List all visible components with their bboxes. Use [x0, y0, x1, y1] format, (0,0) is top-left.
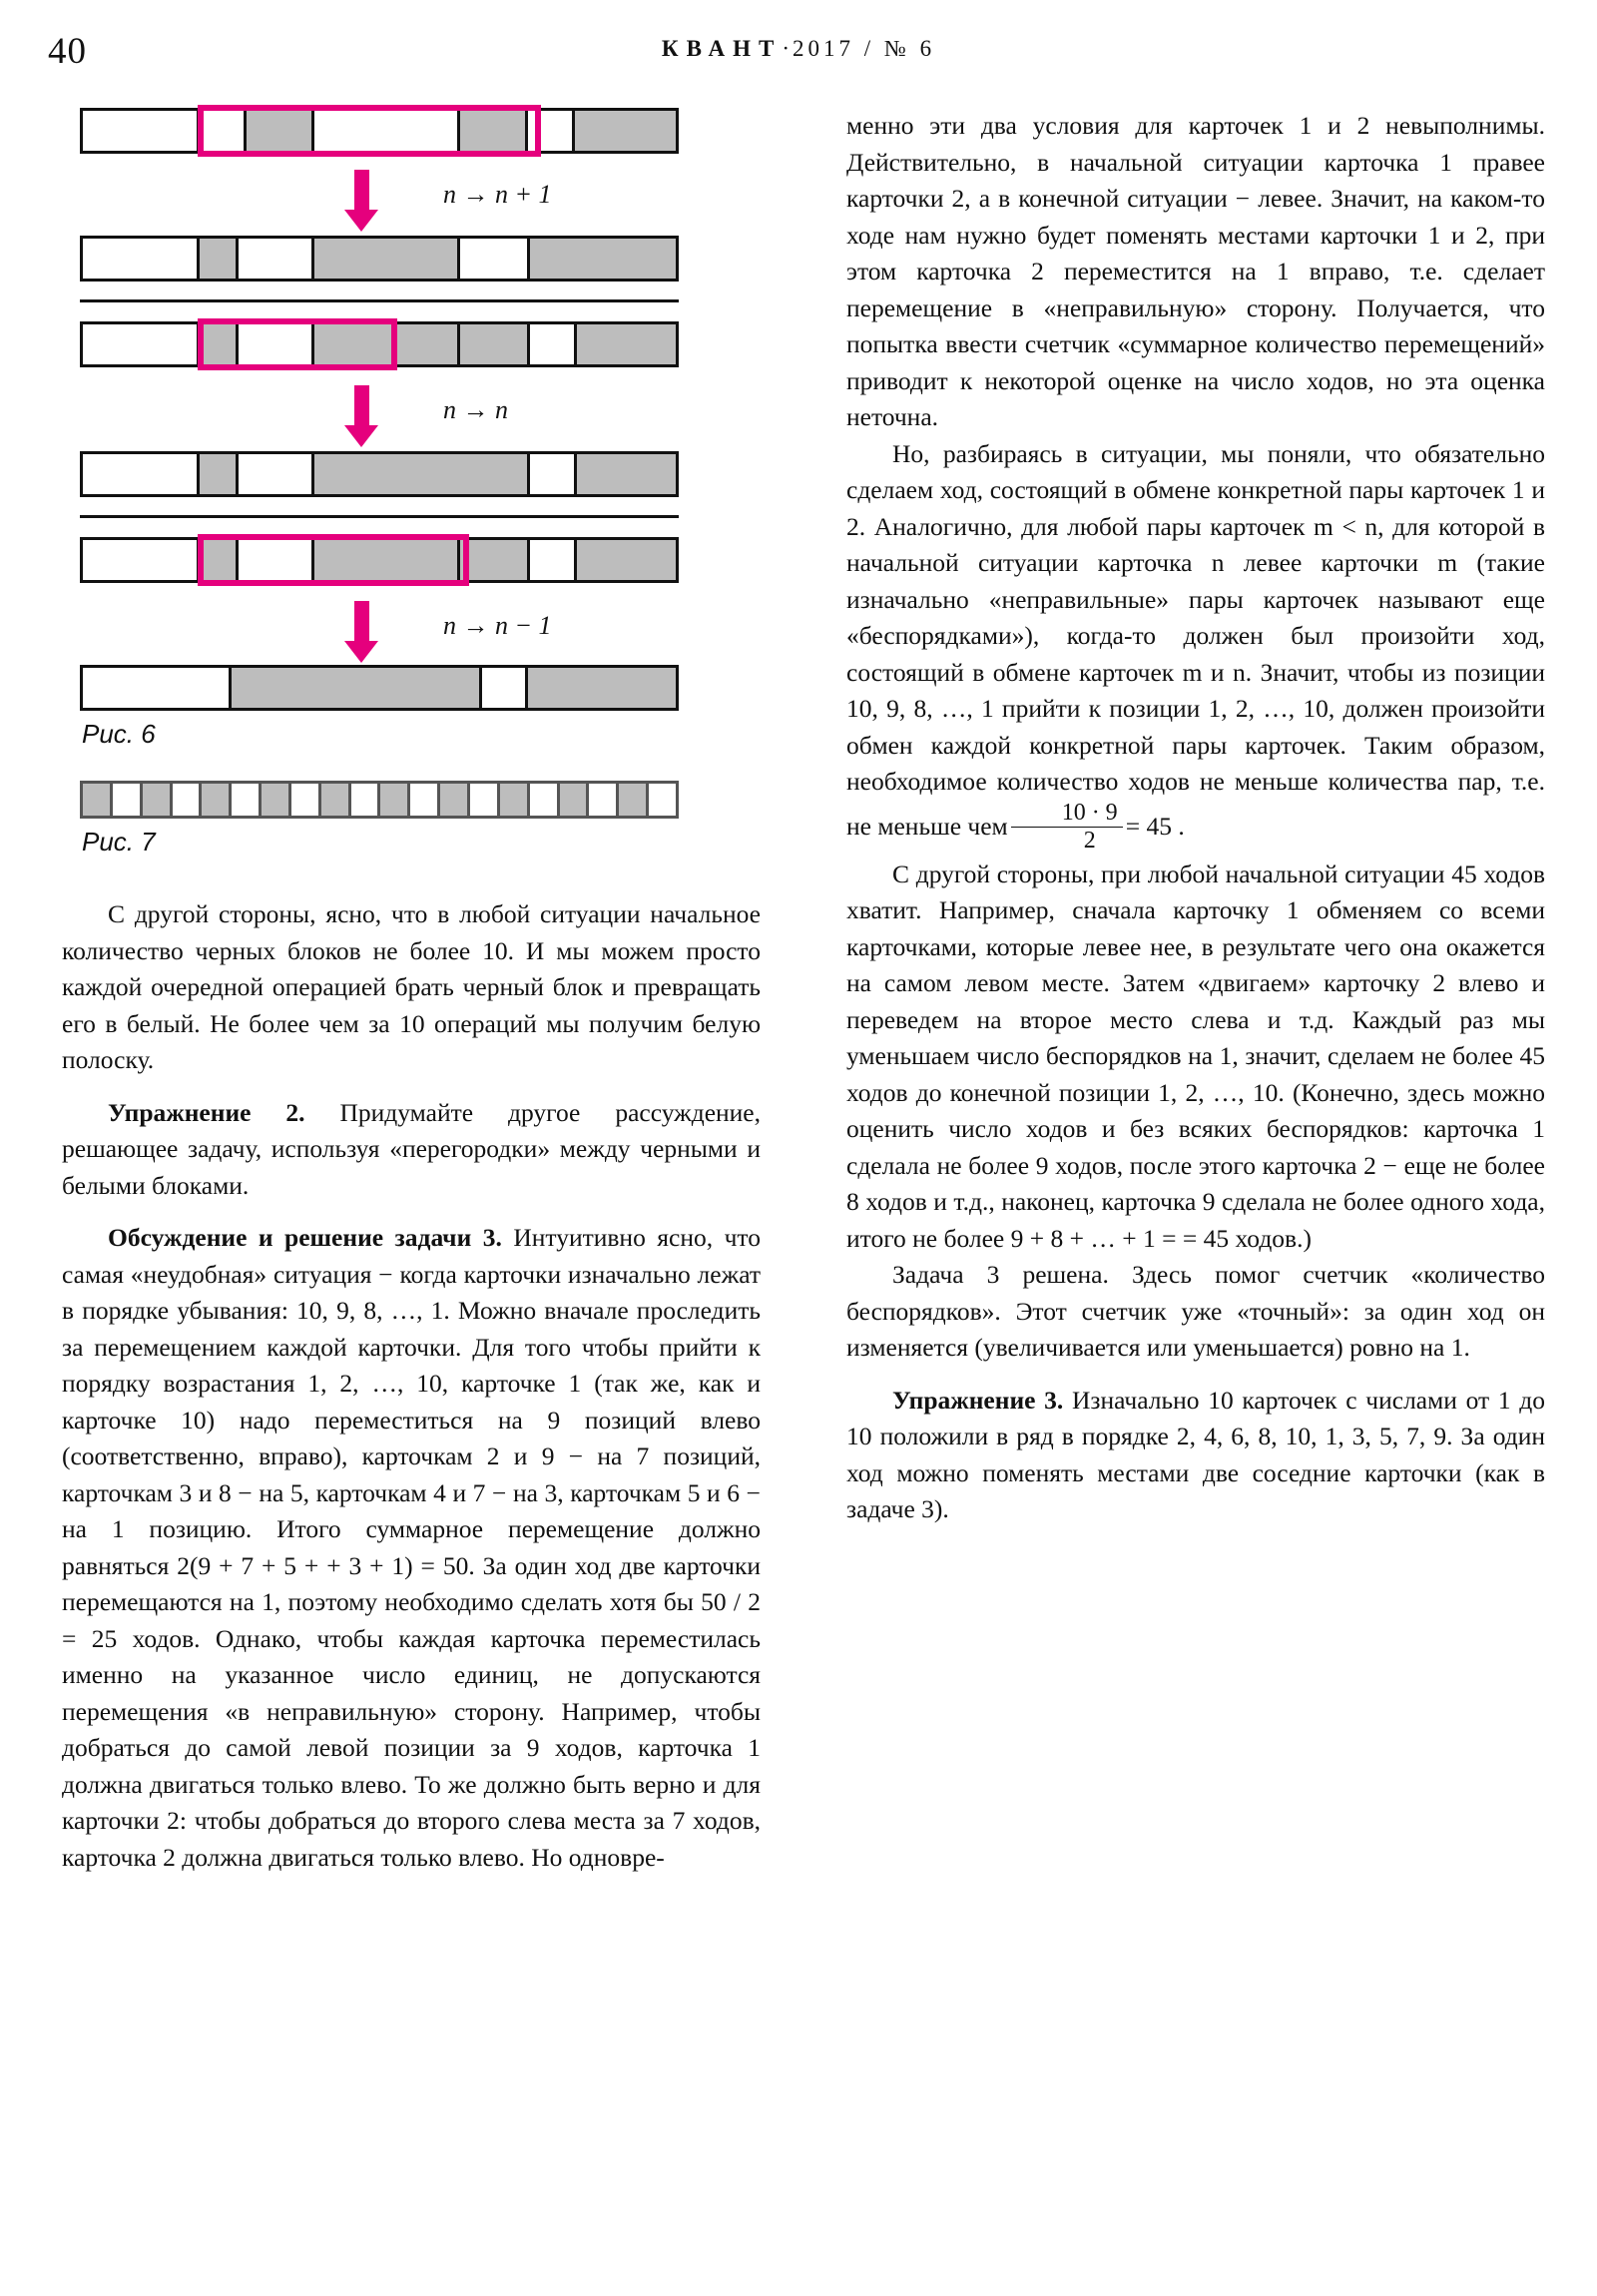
strip-cell	[530, 454, 578, 494]
figure-7-cell	[291, 784, 321, 816]
strip-cell	[528, 111, 576, 151]
figure-7-cell	[470, 784, 500, 816]
strip-cell	[460, 111, 527, 151]
figure-7-strip	[80, 781, 679, 819]
strip-cell	[83, 454, 200, 494]
strip-cell	[577, 324, 676, 364]
exercise-3-text: Изначально 10 карточек с числами от 1 до 10 положили в ряд в порядке 2, 4, 6, 8, 10, 1, 3, 5, 7, 9. За один ход можно поменять местами две соседние карточки (как в задаче 3).	[846, 1385, 1546, 1524]
figure-6-strip-5	[80, 537, 679, 583]
strip-cell	[530, 239, 676, 279]
figure-6-divider-2	[80, 515, 679, 518]
strip-cell	[200, 239, 240, 279]
left-column	[62, 108, 761, 1876]
strip-cell	[239, 454, 313, 494]
strip-cell	[247, 111, 313, 151]
discussion-3-runin: Обсуждение и решение задачи 3.	[108, 1223, 502, 1252]
figure-7-caption: Рис. 7	[82, 827, 156, 857]
issue-label: 2017 / № 6	[793, 36, 936, 61]
figure-7-cell	[649, 784, 676, 816]
transition-arrow-2	[354, 385, 369, 427]
figure-7-cell	[232, 784, 262, 816]
paragraph-discussion-task-3	[62, 1220, 761, 1876]
strip-cell	[83, 239, 200, 279]
map-label-3: n → n − 1	[443, 611, 552, 640]
figure-7-cell	[440, 784, 470, 816]
page-number: 40	[48, 31, 87, 72]
strip-cell	[577, 454, 676, 494]
disorders-text-after: = 45 .	[1125, 811, 1185, 841]
fraction-numerator: 10 · 9	[1061, 799, 1118, 826]
strip-cell	[83, 540, 200, 580]
strip-cell	[83, 324, 200, 364]
exercise-2-text: Придумайте другое рассуждение, решающее задачу, используя «перегородки» между черными и белыми блоками.	[62, 1097, 761, 1200]
strip-cell	[83, 111, 200, 151]
map-label-1: n → n + 1	[443, 180, 552, 209]
journal-name: КВАНТ	[661, 36, 783, 61]
strip-cell	[575, 111, 676, 151]
strip-cell	[528, 668, 676, 708]
strip-cell	[239, 324, 313, 364]
exercise-2-runin: Упражнение 2.	[108, 1097, 305, 1127]
strip-cell	[314, 324, 461, 364]
strip-cell	[232, 668, 482, 708]
figure-7-cell	[619, 784, 649, 816]
figure-6-divider-1	[80, 299, 679, 302]
paragraph-exercise-3	[846, 1383, 1545, 1528]
strip-cell	[460, 324, 529, 364]
figure-6-strip-3	[80, 321, 679, 367]
strip-cell	[200, 324, 240, 364]
figure-6-strip-2	[80, 236, 679, 282]
strip-cell	[314, 540, 461, 580]
paragraph-other-side: С другой стороны, ясно, что в любой ситуации начальное количество черных блоков не более 10. И мы можем просто каждой очередной операцией брать черный блок и превращать его в белый. Не более чем за 10 операций мы получим белую полоску.	[62, 899, 761, 1074]
strip-cell	[200, 454, 240, 494]
strip-cell	[460, 239, 529, 279]
figure-7-cell	[321, 784, 351, 816]
strip-cell	[200, 540, 240, 580]
figure-7-cell	[500, 784, 530, 816]
figure-7-cell	[530, 784, 560, 816]
paragraph-exercise-2	[62, 1095, 761, 1205]
strip-cell	[200, 111, 248, 151]
figure-7-cell	[560, 784, 590, 816]
fraction-denominator: 2	[1011, 827, 1123, 856]
figure-6	[62, 108, 761, 667]
figure-7-cell	[143, 784, 173, 816]
figure-6-strip-6	[80, 665, 679, 711]
strip-cell	[239, 540, 313, 580]
figure-7-cell	[410, 784, 440, 816]
transition-arrow-1	[354, 170, 369, 212]
figure-7	[62, 771, 761, 878]
figure-6-strip-1	[80, 108, 679, 154]
figure-7-cell	[380, 784, 410, 816]
discussion-3-text: Интуитивно ясно, что самая «неудобная» ситуация − когда карточки изначально лежат в порядке убывания: 10, 9, 8, …, 1. Можно вначале проследить за перемещением каждой карточки. Для того чтобы прийти к порядку возрастания 1, 2, …, 10, карточке 1 (так же, как и карточке 10) надо переместиться на 9 позиций влево (соответственно, вправо), карточкам 2 и 9 − на 7 позиций, карточкам 3 и 8 − на 5, карточкам 4 и 7 − на 3, карточкам 5 и 6 − на 1 позицию. Итого суммарное перемещение должно равняться 2(9 + 7 + 5 + + 3 + 1) = 50. За один ход две карточки перемещаются на 1, поэтому необходимо сделать хотя бы 50 / 2 = 25 ходов. Однако, чтобы каждая карточка переместилась именно на указанное число единиц, не допускаются перемещения «в неправильную» сторону. Например, чтобы добраться до самой левой позиции за 9 ходов, карточка 1 должна двигаться только влево. То же должно быть верно и для карточки 2: чтобы добраться до второго слева места за 7 ходов, карточка 2 должна двигаться только влево. Но одновре-	[62, 1223, 761, 1872]
paragraph-task-3-solved: Задача 3 решена. Здесь помог счетчик «количество беспорядков». Этот счетчик уже «точный»: за один ход он изменяется (увеличивается или уменьшается) ровно на 1.	[846, 1260, 1545, 1363]
map-label-2: n → n	[443, 395, 508, 424]
figure-7-cell	[351, 784, 381, 816]
strip-cell	[577, 540, 676, 580]
strip-cell	[314, 454, 530, 494]
right-column	[846, 108, 1545, 1528]
figure-7-cell	[262, 784, 291, 816]
strip-cell	[530, 324, 578, 364]
transition-arrow-3	[354, 601, 369, 643]
figure-7-cell	[202, 784, 232, 816]
disorders-text-before: Но, разбираясь в ситуации, мы поняли, что обязательно сделаем ход, состоящий в обмене конкретной пары карточек 1 и 2. Аналогично, для любой пары карточек m < n, для которой в начальной ситуации карточка n левее карточки m (такие изначально «неправильные» пары карточек называют еще «беспорядками»), когда-то должен был произойти ход, состоящий в обмене карточек m и n. Значит, чтобы из позиции 10, 9, 8, …, 1 прийти к позиции 1, 2, …, 10, должен произойти обмен каждой конкретной пары карточек. Таким образом, необходимое количество ходов не меньше количества пар, т.е. не меньше чем	[846, 438, 1545, 841]
strip-cell	[314, 239, 461, 279]
paragraph-continuation: менно эти два условия для карточек 1 и 2 невыполнимы. Действительно, в начальной ситуации карточка 1 правее карточки 2, а в конечной ситуации − левее. Значит, на каком-то ходе нам нужно будет поменять местами карточки 1 и 2, при этом карточка 2 переместится на 1 вправо, т.е. сделает перемещение в «неправильную» сторону. Получается, что попытка ввести счетчик «суммарное количество перемещений» приводит к некоторой оценке на число ходов, но эта оценка неточна.	[846, 111, 1545, 431]
figure-6-caption: Рис. 6	[82, 719, 156, 749]
strip-cell	[460, 540, 529, 580]
header-separator: ·	[782, 36, 793, 61]
figure-7-cell	[589, 784, 619, 816]
figure-6-strip-4	[80, 451, 679, 497]
paragraph-45-moves: С другой стороны, при любой начальной ситуации 45 ходов хватит. Например, сначала карточку 1 обменяем со всеми карточками, которые левее нее, в результате чего она окажется на самом левом месте. Затем «двигаем» карточку 2 влево и переведем на второе место слева и т.д. Каждый раз мы уменьшаем число беспорядков на 1, значит, сделаем не более 45 ходов до конечной позиции 1, 2, …, 10. (Конечно, здесь можно оценить число ходов и без всяких беспорядков: карточка 1 сделала не более 9 ходов, после этого карточка 2 − еще не более 8 ходов и т.д., наконец, карточка 9 сделала не более одного хода, итого не более 9 + 8 + … + 1 = = 45 ходов.)	[846, 859, 1545, 1253]
paragraph-disorders	[846, 436, 1545, 857]
strip-cell	[530, 540, 578, 580]
strip-cell	[314, 111, 461, 151]
page-header	[0, 30, 1597, 76]
strip-cell	[239, 239, 313, 279]
strip-cell	[482, 668, 528, 708]
figure-7-cell	[113, 784, 143, 816]
running-head	[0, 36, 1597, 62]
figure-7-cell	[83, 784, 113, 816]
fraction-pairs	[1011, 800, 1123, 856]
figure-7-cell	[173, 784, 203, 816]
exercise-3-runin: Упражнение 3.	[892, 1385, 1064, 1415]
strip-cell	[83, 668, 232, 708]
